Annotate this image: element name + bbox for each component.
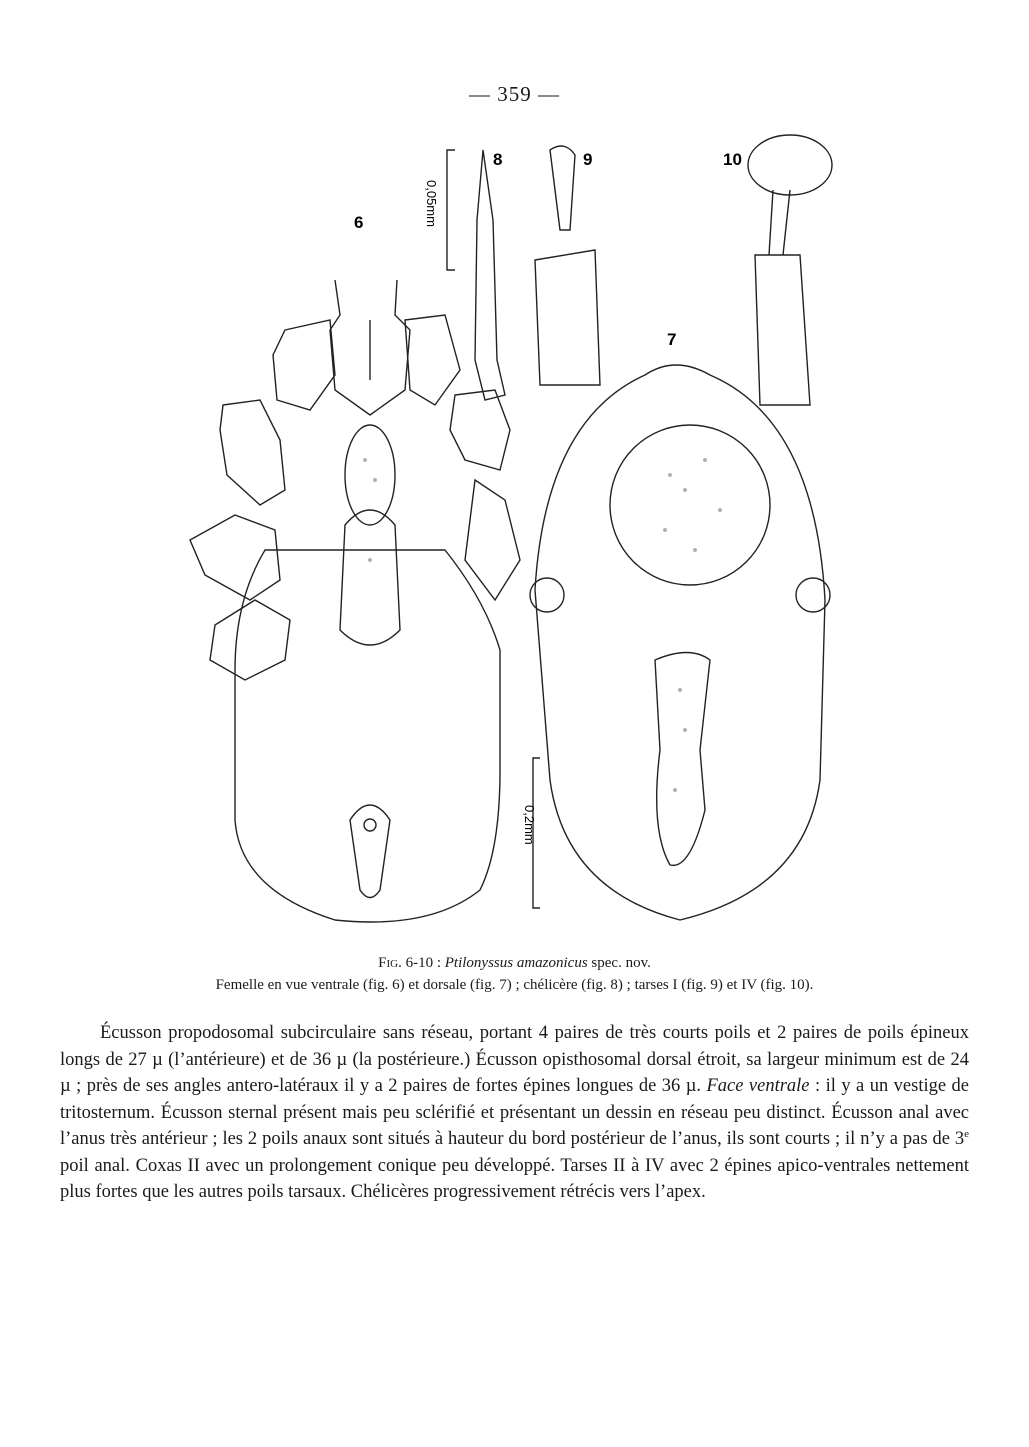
fig8-chelicera [475,150,505,400]
scale-large-label: 0,2mm [522,805,537,845]
fig10-label: 10 [723,150,742,169]
body-paragraph [60,1020,969,1206]
figure-caption [60,952,969,974]
fig6-leg-left-2 [220,400,285,505]
fig7-label: 7 [667,330,677,349]
fig7-body-outline [535,365,825,920]
fig6-label: 6 [354,213,364,232]
caption-species: Ptilonyssus amazonicus [444,955,588,971]
fig6-leg-left-4 [210,600,290,680]
fig6-leg-right-1 [405,315,460,405]
caption-fig-ref: Fig. 6-10 : [378,955,445,971]
fig6-leg-right-2 [450,390,510,470]
fig9-tarsus [535,250,600,385]
figure-plate [165,130,865,930]
fig6-leg-left-3 [190,515,280,600]
fig6-body-outline [235,550,500,922]
caption-description: Femelle en vue ventrale (fig. 6) et dorsale (fig. 7) ; chélicère (fig. 8) ; tarses I (fig. 9) et IV (fig. 10). [215,977,814,993]
fig6-leg-right-3 [465,480,520,600]
caption-suffix: spec. nov. [587,955,651,971]
body-superscript: e [964,1127,969,1140]
fig8-label: 8 [493,150,503,169]
body-part-1: Écusson propodosomal subcirculaire sans réseau, portant 4 paires de très courts poils et 2 paires de poils épineux longs de 27 µ (l’antérieure) et de 36 µ (la postérieure.) Écusson opisthosomal dorsal étroit, sa largeur minimum est de 24 µ ; près de ses angles antero-latéraux il y a 2 paires de fortes épines longues de 36 µ. [60,1023,969,1096]
body-italic-term: Face ventrale [706,1076,810,1096]
body-part-3: poil anal. Coxas II avec un prolongement conique peu développé. Tarses II à IV avec 2 épines apico-ventrales nettement plus fortes que les autres poils tarsaux. Chélicères progressivement rétrécis vers l’apex. [60,1155,969,1202]
fig7-opisthonotal-shield [655,653,710,866]
body-part-2: : il y a un vestige de tritosternum. Écusson sternal présent mais peu sclérifié et présentant un dessin en réseau peu distinct. Écusson anal avec l’anus très antérieur ; les 2 poils anaux sont situés à hauteur du bord postérieur de l’anus, ils sont courts ; il n’y a pas de 3 [60,1076,969,1149]
fig9-label: 9 [583,150,593,169]
scale-small-label: 0,05mm [424,180,439,227]
page-number: — 359 — [469,82,560,106]
fig6-genital-shield [340,510,400,645]
fig7-podonotal-shield [610,425,770,585]
fig6-leg-left-1 [273,320,335,410]
fig10-tarsus [755,255,810,405]
mite-illustration [165,130,865,930]
scale-bar-small [447,150,455,270]
